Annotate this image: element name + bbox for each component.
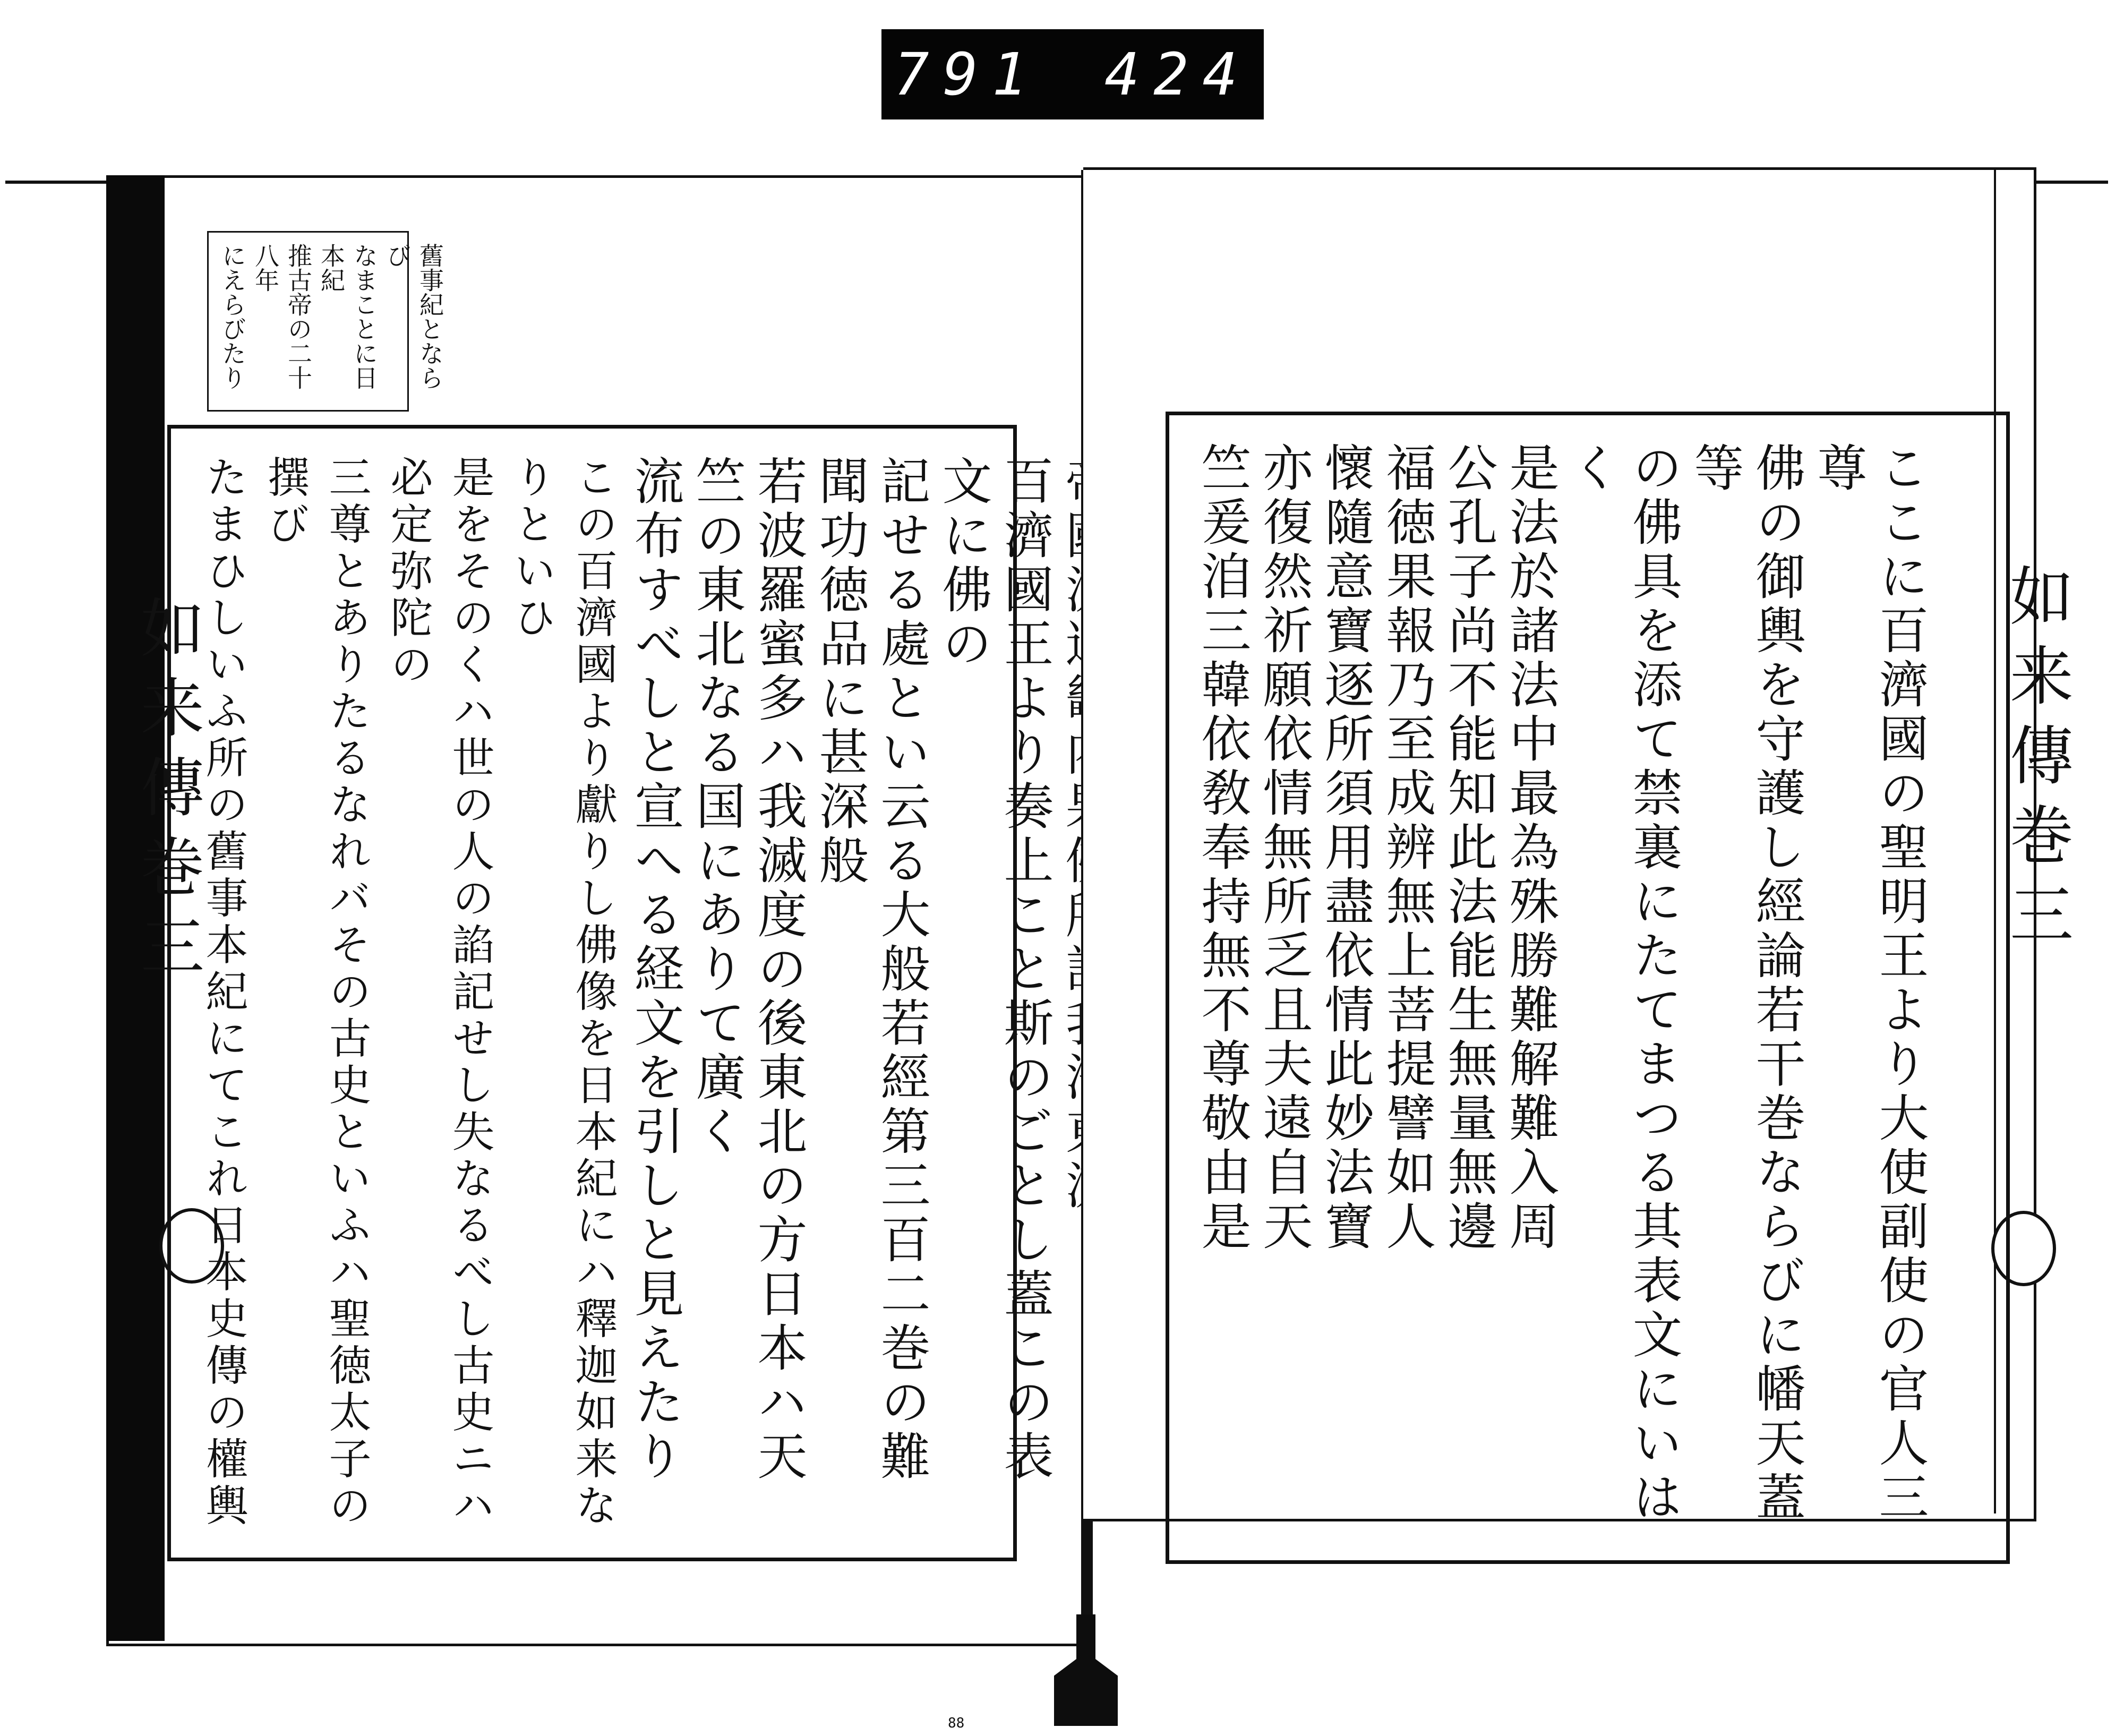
catalog-right-number: 424 — [1104, 40, 1252, 108]
text-column: 公孔子尚不能知此法能生無量無邊 — [1439, 442, 1497, 1254]
note-line: にえらびたり — [218, 243, 247, 390]
text-column: 懷隨意寶逐所須用盡依情此妙法寶 — [1316, 442, 1374, 1254]
text-column: この百濟國より獻りし佛像を日本紀にハ釋迦如来なりといひ — [507, 455, 618, 1530]
note-line: なまことに日本紀 — [317, 243, 379, 390]
text-column: 流布すべしと宣へる経文を引しと見えたり — [626, 455, 683, 1484]
footer-mark: 88 — [948, 1715, 965, 1731]
note-line: 舊事紀とならび — [383, 243, 444, 390]
text-column: 亦復然祈願依情無所乏且夫遠自天 — [1254, 442, 1312, 1254]
note-box-text — [216, 243, 447, 403]
text-column: 若波羅蜜多ハ我滅度の後東北の方日本ハ天竺の東北なる国にありて廣く — [687, 455, 807, 1484]
text-column: 福徳果報乃至成辨無上菩提譬如人 — [1377, 442, 1435, 1254]
left-page-note-box — [207, 231, 444, 412]
text-column: ここに百濟國の聖明王より大使副使の官人三尊 — [1809, 442, 1928, 1525]
text-column: 三尊とありたるなれバその古史といふハ聖徳太子の撰び — [260, 455, 371, 1530]
text-column: 是法於諸法中最為殊勝難解難入周 — [1501, 442, 1558, 1254]
catalog-left-number: 791 — [894, 40, 1041, 108]
left-page-side-title: 如来傳巻三 — [130, 595, 204, 993]
right-page-side-title: 如来傳巻三 — [1999, 563, 2073, 961]
right-page-text-frame — [1166, 412, 2010, 1564]
left-page-text-frame — [167, 425, 1053, 1561]
text-column: たまひしいふ所の舊事本紀にてこれ日本史傳の權輿 — [199, 455, 248, 1530]
note-line: 推古帝の二十八年 — [251, 243, 313, 390]
text-column: 百濟國王より奏上こと斯のごとし蓋この表文に佛の — [933, 455, 1053, 1484]
right-page-body — [1191, 442, 1930, 1534]
text-column: 記せる處とい云る大般若經第三百二巻の難聞功徳品に甚深般 — [810, 455, 930, 1484]
text-column: の佛具を添て禁裏にたてまつる其表文にいはく — [1562, 442, 1682, 1525]
text-column: 佛の御輿を守護し經論若干巻ならびに幡天蓋等 — [1685, 442, 1805, 1525]
text-column: 是をそのくハ世の人の諂記せし失なるべし古史ニハ必定弥陀の — [383, 455, 494, 1530]
catalog-number-strip — [881, 29, 1264, 119]
left-page-body — [192, 455, 1178, 1531]
text-column: 竺爰洎三韓依敎奉持無不尊敬由是 — [1193, 442, 1251, 1254]
